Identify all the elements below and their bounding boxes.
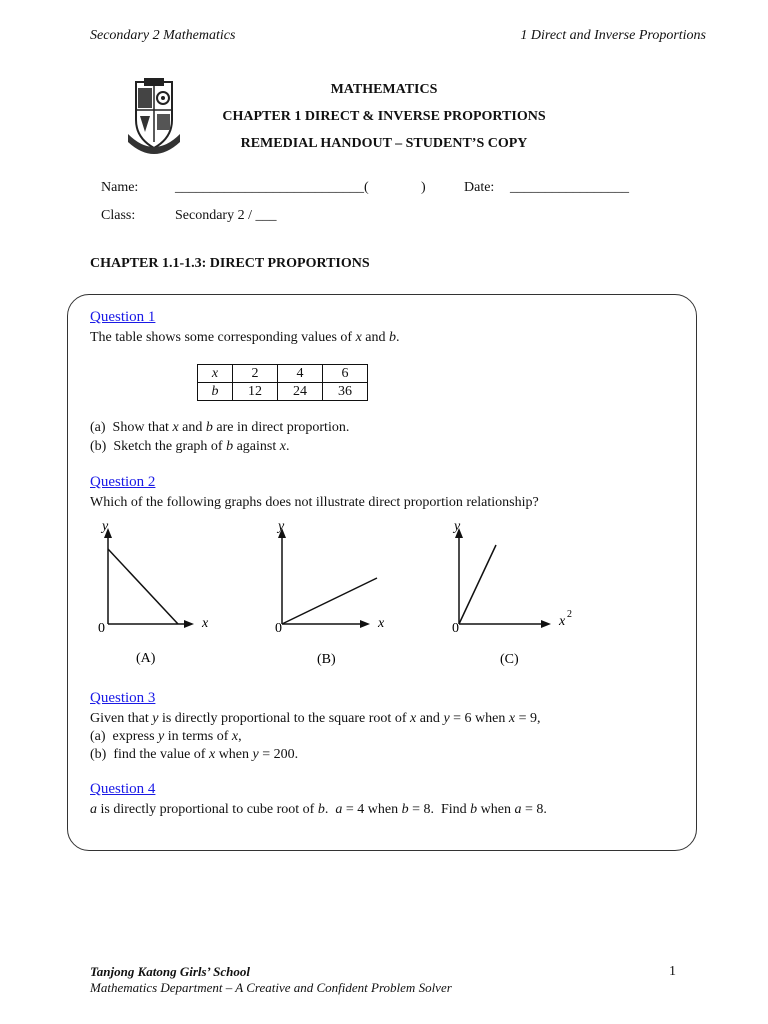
date-label: Date: (464, 180, 495, 195)
question-2-text: Which of the following graphs does not illustrate direct proportion relationship? (90, 495, 539, 510)
graph-c-line (459, 545, 496, 624)
graph-c-x-exponent: 2 (567, 609, 572, 620)
title-handout: REMEDIAL HANDOUT – STUDENT’S COPY (240, 136, 528, 151)
graph-b-origin: 0 (275, 621, 282, 636)
section-title: CHAPTER 1.1-1.3: DIRECT PROPORTIONS (90, 256, 370, 271)
name-label: Name: (101, 180, 139, 195)
table-cell: 36 (323, 383, 368, 401)
table-row (198, 383, 368, 401)
graph-c-x-label: x (559, 614, 566, 629)
register-number-paren: ) (421, 180, 426, 195)
values-table (197, 364, 368, 401)
name-field[interactable]: ___________________________( (175, 180, 369, 195)
graph-c-y-label: y (454, 519, 461, 534)
header-right: 1 Direct and Inverse Proportions (520, 28, 706, 43)
question-1-intro: The table shows some corresponding values of x and b. (90, 330, 400, 345)
table-cell: 24 (278, 383, 323, 401)
question-3-text: Given that y is directly proportional to the square root of x and y = 6 when x = 9, (90, 711, 541, 726)
graph-a-x-label: x (202, 616, 209, 631)
graph-a-y-label: y (102, 519, 109, 534)
question-3-part-b: (b) find the value of x when y = 200. (90, 747, 299, 762)
graph-c-x-arrow (541, 620, 551, 628)
graph-c-origin: 0 (452, 621, 459, 636)
graph-c-caption: (C) (500, 652, 519, 667)
graph-b-x-arrow (360, 620, 370, 628)
header-left: Secondary 2 Mathematics (90, 28, 236, 43)
graph-a-caption: (A) (136, 651, 156, 666)
table-cell: 6 (323, 365, 368, 383)
table-cell: 2 (233, 365, 278, 383)
page-number: 1 (669, 964, 676, 979)
question-1-heading: Question 1 (90, 309, 156, 325)
graph-c (449, 516, 589, 672)
footer-department: Mathematics Department – A Creative and Confident Problem Solver (90, 980, 452, 995)
graph-b (272, 516, 402, 672)
question-2-heading: Question 2 (90, 474, 156, 490)
question-4-heading: Question 4 (90, 781, 156, 797)
table-row (198, 365, 368, 383)
graph-a-origin: 0 (98, 621, 105, 636)
class-label: Class: (101, 208, 136, 223)
question-4-text: a is directly proportional to cube root of b. a = 4 when b = 8. Find b when a = 8. (90, 802, 547, 817)
title-chapter: CHAPTER 1 DIRECT & INVERSE PROPORTIONS (222, 109, 546, 124)
graph-a (94, 516, 224, 672)
graph-a-x-arrow (184, 620, 194, 628)
date-field[interactable]: _________________ (510, 180, 629, 195)
graph-b-x-label: x (378, 616, 385, 631)
graph-b-line (282, 578, 377, 624)
table-cell: x (198, 365, 233, 383)
graph-b-caption: (B) (317, 652, 336, 667)
table-cell: 12 (233, 383, 278, 401)
question-1-part-a: (a) Show that x and b are in direct proportion. (90, 420, 350, 435)
question-3-heading: Question 3 (90, 690, 156, 706)
question-1-part-b: (b) Sketch the graph of b against x. (90, 439, 290, 454)
table-cell: 4 (278, 365, 323, 383)
table-cell: b (198, 383, 233, 401)
title-subject: MATHEMATICS (330, 82, 438, 97)
question-3-part-a: (a) express y in terms of x, (90, 729, 242, 744)
footer-school: Tanjong Katong Girls’ School (90, 964, 251, 979)
class-field[interactable]: Secondary 2 / ___ (175, 208, 277, 223)
graph-b-y-label: y (278, 519, 285, 534)
graph-a-line (108, 549, 178, 624)
